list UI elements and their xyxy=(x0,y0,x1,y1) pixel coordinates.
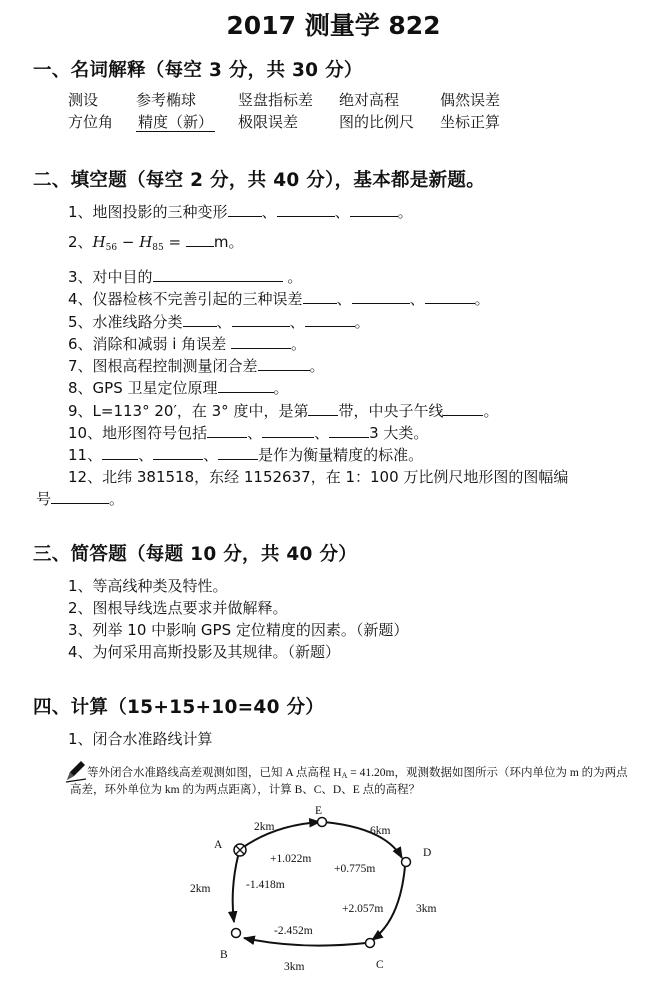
height-diff-label-DC: +2.057m xyxy=(342,903,384,915)
distance-label-AB: 2km xyxy=(190,883,211,895)
fill-question-12: 12、北纬 381518，东经 1152637，在 1：100 万比例尺地形图的图幅编 xyxy=(68,468,569,486)
answer-blank xyxy=(153,458,203,460)
calc-question-1: 1、闭合水准路线计算 xyxy=(68,730,213,748)
section-1-heading: 一、名词解释（每空 3 分，共 30 分） xyxy=(33,60,363,81)
height-diff-label-AE: +1.022m xyxy=(270,853,312,865)
term-item: 坐标正算 xyxy=(440,113,501,131)
term-item: 绝对高程 xyxy=(339,91,400,109)
point-B-marker xyxy=(232,929,241,938)
point-label-A: A xyxy=(214,839,223,851)
fill-question-12-cont: 号 。 xyxy=(36,490,125,508)
distance-label-BC: 3km xyxy=(284,961,305,973)
answer-blank xyxy=(218,458,258,460)
answer-blank xyxy=(262,436,314,438)
fill-question-6: 6、消除和减弱 i 角误差 。 xyxy=(68,335,307,353)
fill-question-10: 10、地形图符号包括 、 、 3 大类。 xyxy=(68,424,429,442)
page-title: 2017 测量学 822 xyxy=(226,11,441,40)
fill-question-7: 7、图根高程控制测量闭合差 。 xyxy=(68,357,325,375)
term-item: 极限误差 xyxy=(238,113,299,131)
section-3-heading: 三、简答题（每题 10 分，共 40 分） xyxy=(33,544,358,565)
fill-question-2: 2、$H_{56} - H_{85} = m$。 xyxy=(68,233,244,253)
answer-blank xyxy=(425,302,475,304)
section-2-heading: 二、填空题（每空 2 分，共 40 分），基本都是新题。 xyxy=(33,170,486,191)
leveling-loop-diagram xyxy=(180,800,460,1000)
answer-blank xyxy=(186,245,214,247)
answer-blank xyxy=(305,325,355,327)
term-item: 图的比例尺 xyxy=(339,113,415,131)
answer-blank xyxy=(228,215,262,217)
short-answer-item: 3、列举 10 中影响 GPS 定位精度的因素。（新题） xyxy=(68,621,409,639)
term-item: 方位角 xyxy=(68,113,114,131)
answer-blank xyxy=(207,436,247,438)
distance-label-DC: 3km xyxy=(416,903,437,915)
answer-blank xyxy=(218,391,274,393)
point-label-D: D xyxy=(423,847,432,859)
route-segment-AB xyxy=(233,856,238,922)
term-item: 偶然误差 xyxy=(440,91,501,109)
short-answer-item: 4、为何采用高斯投影及其规律。（新题） xyxy=(68,643,341,661)
distance-label-AE: 2km xyxy=(254,821,275,833)
point-A-marker xyxy=(234,844,246,856)
answer-blank xyxy=(329,436,369,438)
point-label-B: B xyxy=(220,949,228,961)
answer-blank xyxy=(308,414,338,416)
answer-blank xyxy=(352,302,410,304)
answer-blank xyxy=(183,325,217,327)
point-C-marker xyxy=(366,939,375,948)
term-item: 参考椭球 xyxy=(136,91,197,109)
point-label-E: E xyxy=(315,805,323,817)
fill-question-9: 9、L=113° 20′，在 3° 度中，是第 带，中央子午线 。 xyxy=(68,402,499,420)
height-diff-label-ED: +0.775m xyxy=(334,863,376,875)
distance-label-ED: 6km xyxy=(370,825,391,837)
short-answer-item: 2、图根导线选点要求并做解释。 xyxy=(68,599,288,617)
term-item: 精度（新） xyxy=(138,113,214,131)
answer-blank xyxy=(443,414,483,416)
term-item: 测设 xyxy=(68,91,99,109)
answer-blank xyxy=(102,458,138,460)
answer-blank xyxy=(231,347,291,349)
section-4-heading: 四、计算（15+15+10=40 分） xyxy=(33,697,325,718)
short-answer-item: 1、等高线种类及特性。 xyxy=(68,577,228,595)
term-item-underlined xyxy=(136,111,215,132)
fill-question-4: 4、仪器检核不完善引起的三种误差 、 、 。 xyxy=(68,290,490,308)
fill-question-1: 1、地图投影的三种变形 、 、 。 xyxy=(68,203,413,221)
answer-blank xyxy=(303,302,337,304)
fill-question-3: 3、对中目的 。 xyxy=(68,268,303,286)
answer-blank xyxy=(51,502,109,504)
route-segment-CB xyxy=(244,938,366,946)
point-D-marker xyxy=(402,858,411,867)
point-label-C: C xyxy=(376,959,384,971)
height-diff-label-AB: -1.418m xyxy=(246,879,285,891)
fill-question-8: 8、GPS 卫星定位原理 。 xyxy=(68,379,289,397)
problem-statement-line1: 等外闭合水准路线高差观测如图，已知 A 点高程 HA = 41.20m，观测数据如图所示（环内单位为 m 的为两点 xyxy=(87,767,628,780)
fill-question-11: 11、 、 、 是作为衡量精度的标准。 xyxy=(68,446,424,464)
answer-blank xyxy=(153,280,283,282)
term-item: 竖盘指标差 xyxy=(238,91,314,109)
answer-blank xyxy=(277,215,335,217)
problem-statement-line2: 高差，环外单位为 km 的为两点距离），计算 B、C、D、E 点的高程？ xyxy=(70,784,421,796)
answer-blank xyxy=(232,325,290,327)
fill-question-5: 5、水准线路分类 、 、 。 xyxy=(68,313,370,331)
answer-blank xyxy=(350,215,398,217)
answer-blank xyxy=(258,369,310,371)
point-E-marker xyxy=(318,818,327,827)
height-diff-label-BC: -2.452m xyxy=(274,925,313,937)
